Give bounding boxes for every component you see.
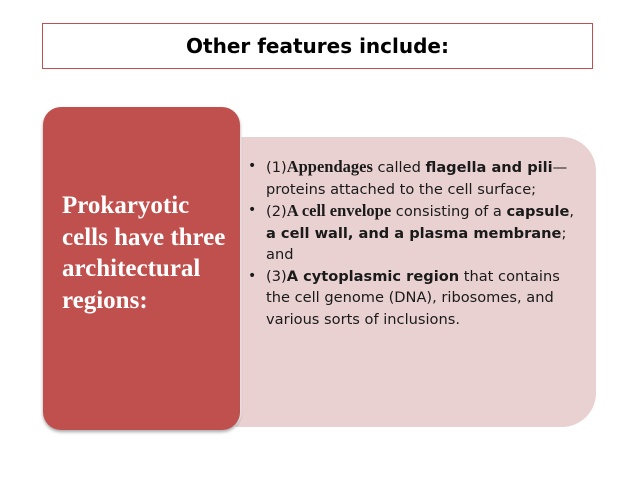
item-bold-text: capsule: [506, 203, 570, 220]
bullet-icon: •: [248, 158, 257, 174]
item-number: (3): [266, 267, 287, 285]
item-number: (2): [266, 203, 287, 220]
list-item: [248, 200, 583, 266]
item-bold-text: flagella and pili: [425, 159, 553, 176]
item-term: A cytoplasmic region: [286, 267, 460, 285]
features-list: [248, 156, 583, 330]
item-number: (1): [266, 159, 287, 176]
item-text: that contains the cell genome (DNA), ribosomes, and various sorts of inclusions.: [266, 267, 560, 328]
item-text: ; and: [266, 224, 567, 263]
item-term: Appendages: [286, 157, 373, 176]
bullet-icon: •: [248, 202, 257, 218]
bullet-icon: •: [248, 267, 257, 284]
slide-title: Other features include:: [186, 34, 449, 58]
item-text: ,: [569, 203, 575, 220]
sidebar-heading: Prokaryotic cells have three architectural regions:: [62, 192, 226, 314]
slide-title-box: [42, 23, 593, 69]
item-text: consisting of a: [391, 203, 507, 220]
item-text: —proteins attached to the cell surface;: [266, 159, 568, 198]
list-item: [248, 156, 583, 200]
item-bold-text: a cell wall, and a plasma membrane: [266, 224, 562, 242]
item-term: A cell envelope: [286, 201, 392, 220]
list-item: [248, 266, 583, 331]
item-text: called: [372, 159, 426, 176]
